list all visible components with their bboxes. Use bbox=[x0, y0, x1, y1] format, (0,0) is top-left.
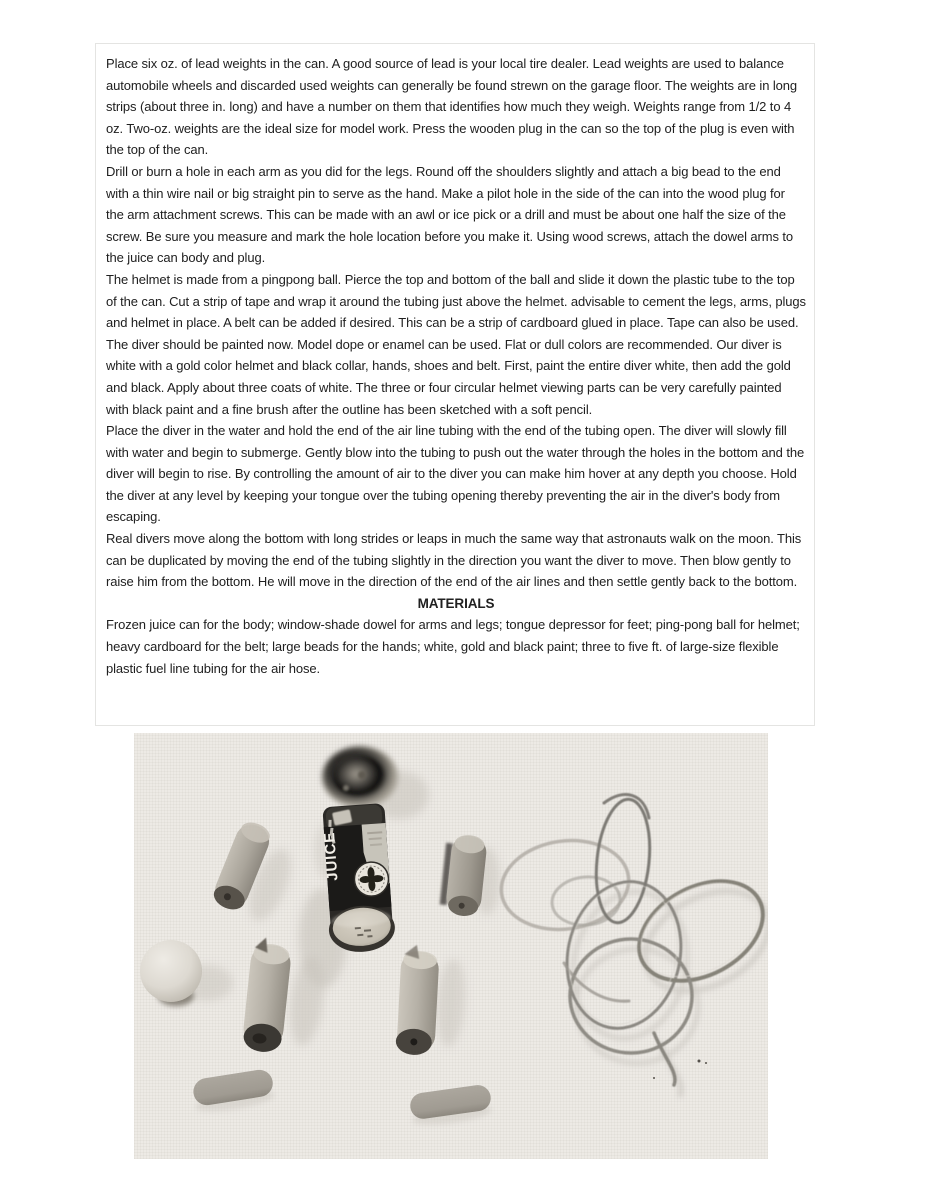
tubing-coils bbox=[495, 795, 768, 1085]
paper-specks bbox=[653, 1060, 707, 1080]
paragraph-painting: The diver should be painted now. Model dope or enamel can be used. Flat or dull colors are recommended. Our diver is white with a gold color helmet and black collar, hands, shoes and belt. First, paint the entire diver white, then add the gold and black. Apply about three coats of white. The three or four circular helmet viewing parts can be very carefully painted with black paint and a fine brush after the outline has been sketched with a soft pencil. bbox=[106, 336, 791, 417]
wooden-plug-disc bbox=[322, 746, 398, 808]
paragraph-helmet: The helmet is made from a pingpong ball. Pierce the top and bottom of the ball and slide it down the plastic tube to the top of the can. Cut a strip of tape and wrap it around the tubing just above the helmet. advisable to cement the legs, arms, plugs and helmet in place. A belt can be added if desired. This can be a strip of cardboard glued in place. Tape can also be used. bbox=[106, 271, 806, 331]
text-frame bbox=[95, 43, 815, 726]
can-label-text: JUICE bbox=[321, 831, 342, 882]
materials-heading: MATERIALS bbox=[417, 595, 495, 611]
dowel-leg-right bbox=[395, 944, 440, 1056]
materials-photo-svg bbox=[134, 733, 768, 1159]
paragraph-lead-weights: Place six oz. of lead weights in the can. A good source of lead is your local tire dealer. Lead weights are used to balance automobile wheels and discarded used weights can generally be found strewn on the garage floor. The weights are in long strips (about three in. long) and have a number on them that identifies how much they weigh. Weights range from 1/2 to 4 oz. Two-oz. weights are the ideal size for model work. Press the wooden plug in the can so the top of the plug is even with the top of the can. bbox=[106, 56, 798, 158]
dowel-leg-left bbox=[241, 936, 293, 1054]
ping-pong-ball bbox=[140, 940, 202, 1006]
materials-photo bbox=[134, 733, 768, 1159]
paragraph-real-divers: Real divers move along the bottom with long strides or leaps in much the same way that astronauts walk on the moon. This can be duplicated by moving the end of the tubing slightly in the direction you want the diver to move. Then blow gently to raise him from the bottom. He will move in the direction of the end of the air lines and then settle gently back to the bottom. bbox=[106, 531, 802, 590]
paragraph-operation: Place the diver in the water and hold the end of the air line tubing with the end of the tubing open. The diver will slowly fill with water and begin to submerge. Gently blow into the tubing to push out the water through the holes in the bottom and the diver will begin to rise. By controlling the amount of air to the diver you can make him hover at any depth you choose. Hold the diver at any level by keeping your tongue over the tubing opening thereby preventing the air in the diver's body from escaping. bbox=[106, 423, 805, 525]
paragraph-arms: Drill or burn a hole in each arm as you did for the legs. Round off the shoulders slightly and attach a big bead to the end with a thin wire nail or big straight pin to serve as the hand. Make a pilot hole in the side of the can into the wood plug for the arm attachment screws. This can be made with an awl or ice pick or a drill and must be about one half the size of the screw. Be sure you measure and mark the hole location before you make it. Using wood screws, attach the dowel arms to the juice can body and plug. bbox=[106, 163, 794, 266]
paragraph-materials-list: Frozen juice can for the body; window-shade dowel for arms and legs; tongue depressor for feet; ping-pong ball for helmet; heavy cardboard for the belt; large beads for the hands; white, gold and black paint; three to five ft. of large-size flexible plastic fuel line tubing for the air hose. bbox=[106, 617, 800, 676]
juice-can bbox=[319, 803, 396, 954]
plastic-tubing bbox=[495, 795, 768, 1095]
